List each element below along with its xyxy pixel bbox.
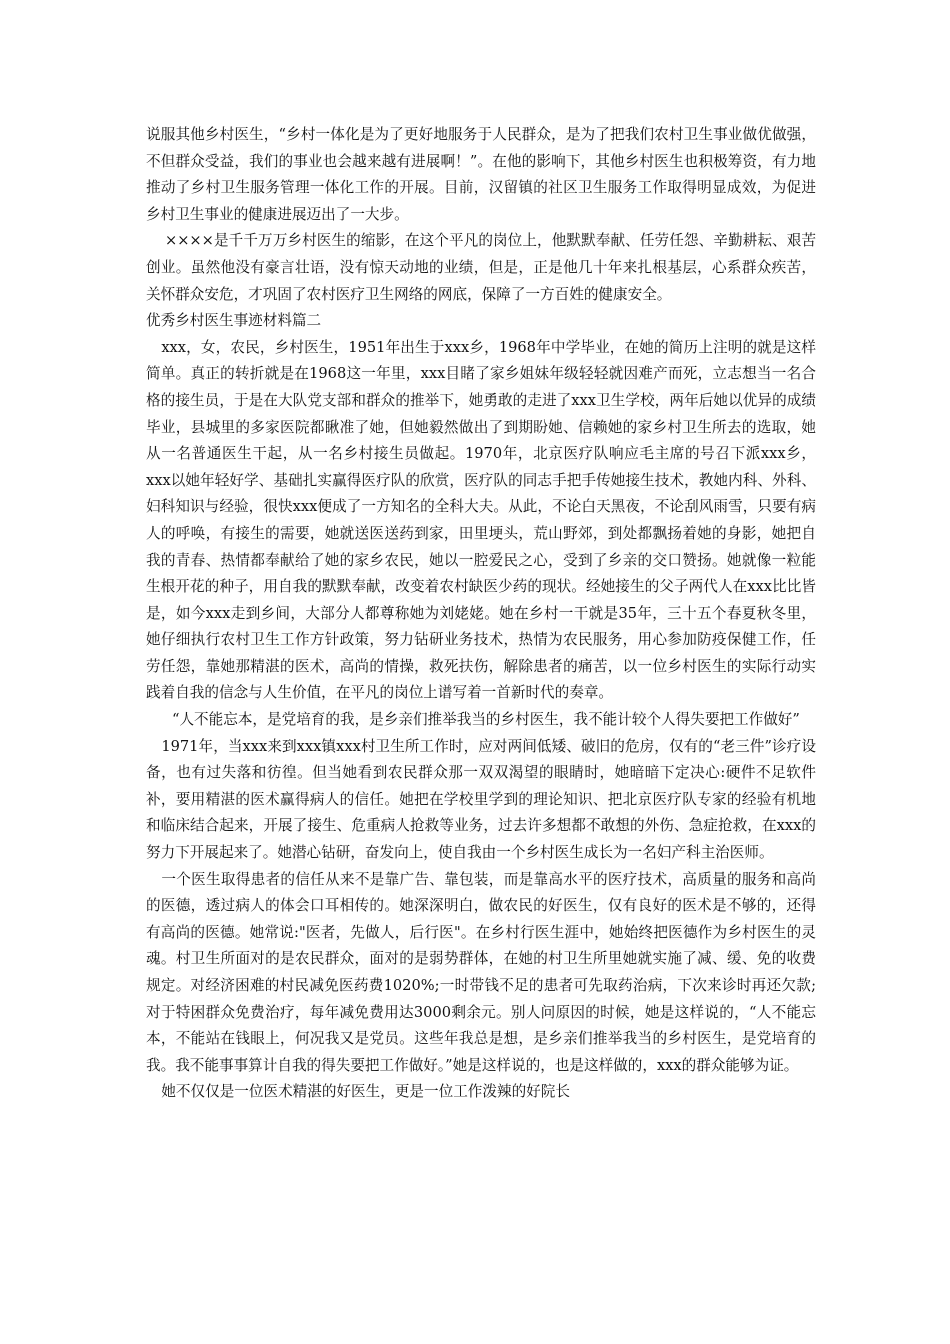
paragraph-intro-continuation: 说服其他乡村医生，“乡村一体化是为了更好地服务于人民群众，是为了把我们农村卫生事业做优做强，不但群众受益，我们的事业也会越来越有进展啊！”。在他的影响下，其他乡村医生也积极筹资，有力地推动了乡村卫生服务管理一体化工作的开展。目前，汉留镇的社区卫生服务工作取得明显成效，为促进乡村卫生事业的健康进展迈出了一大步。 bbox=[146, 126, 816, 223]
paragraph-1971: 1971年，当xxx来到xxx镇xxx村卫生所工作时，应对两间低矮、破旧的危房，仅有的“老三件”诊疗设备，也有过失落和彷徨。但当她看到农民群众那一双双渴望的眼睛时，她暗暗下定决心:硬件不足软件补，要用精湛的医术赢得病人的信任。她把在学校里学到的理论知识、把北京医疗队专家的经验有机地和临床结合起来，开展了接生、危重病人抢救等业务，过去许多想都不敢想的外伤、急症抢救，在xxx的努力下开展起来了。她潜心钻研，奋发向上，使自我由一个乡村医生成长为一名妇产科主治医师。 bbox=[146, 737, 816, 862]
section-heading: 优秀乡村医生事迹材料篇二 bbox=[146, 312, 322, 330]
paragraph-biography: xxx，女，农民，乡村医生，1951年出生于xxx乡，1968年中学毕业，在她的简历上注明的就是这样简单。真正的转折就是在1968这一年里，xxx目睹了家乡姐妹年级轻轻就因难产而死，立志想当一名合格的接生员，于是在大队党支部和群众的推举下，她勇敢的走进了xxx卫生学校，两年后她以优异的成绩毕业，县城里的多家医院都瞅准了她，但她毅然做出了到期盼她、信赖她的家乡村卫生所去的选取，她从一名普通医生干起，从一名乡村接生员做起。1970年，北京医疗队响应毛主席的号召下派xxx乡，xxx以她年轻好学、基础扎实赢得医疗队的欣赏，医疗队的同志手把手传她接生技术，教她内科、外科、妇科知识与经验，很快xxx便成了一方知名的全科大夫。从此，不论白天黑夜，不论刮风雨雪，只要有病人的呼唤，有接生的需要，她就送医送药到家，田里埂头，荒山野郊，到处都飘扬着她的身影，她把自我的青春、热情都奉献给了她的家乡农民，她以一腔爱民之心，受到了乡亲的交口赞扬。她就像一粒能生根开花的种子，用自我的默默奉献，改变着农村缺医少药的现状。经她接生的父子两代人在xxx比比皆是，如今xxx走到乡间，大部分人都尊称她为刘姥姥。她在乡村一干就是35年，三十五个春夏秋冬里，她仔细执行农村卫生工作方针政策，努力钻研业务技术，热情为农民服务，用心参加防疫保健工作，任劳任怨，靠她那精湛的医术，高尚的情操，救死扶伤，解除患者的痛苦，以一位乡村医生的实际行动实践着自我的信念与人生价值，在平凡的岗位上谱写着一首新时代的奏章。 bbox=[146, 338, 816, 702]
document-body bbox=[146, 122, 816, 1106]
paragraph-summary: ××××是千千万万乡村医生的缩影，在这个平凡的岗位上，他默默奉献、任劳任怨、辛勤耕耘、艰苦创业。虽然他没有豪言壮语，没有惊天动地的业绩，但是，正是他几十年来扎根基层，心系群众疾苦，关怀群众安危，才巩固了农村医疗卫生网络的网底，保障了一方百姓的健康安全。 bbox=[146, 232, 816, 303]
paragraph-director: 她不仅仅是一位医术精湛的好医生，更是一位工作泼辣的好院长 bbox=[161, 1083, 570, 1101]
paragraph-medical-ethics: 一个医生取得患者的信任从来不是靠广告、靠包装，而是靠高水平的医疗技术，高质量的服务和高尚的医德，透过病人的体会口耳相传的。她深深明白，做农民的好医生，仅有良好的医术是不够的，还得有高尚的医德。她常说:"医者，先做人，后行医"。在乡村行医生涯中，她始终把医德作为乡村医生的灵魂。村卫生所面对的是农民群众，面对的是弱势群体，在她的村卫生所里她就实施了减、缓、免的收费规定。对经济困难的村民减免医药费1020%;一时带钱不足的患者可先取药治病，下次来诊时再还欠款;对于特困群众免费治疗，每年减免费用达3000剩余元。别人问原因的时候，她是这样说的，“人不能忘本，不能站在钱眼上，何况我又是党员。这些年我总是想，是乡亲们推举我当的乡村医生，是党培育的我。我不能事事算计自我的得失要把工作做好。”她是这样说的，也是这样做的，xxx的群众能够为证。 bbox=[146, 870, 816, 1074]
quote-subheading: “人不能忘本，是党培育的我，是乡亲们推举我当的乡村医生，我不能计较个人得失要把工作做好” bbox=[172, 711, 800, 729]
